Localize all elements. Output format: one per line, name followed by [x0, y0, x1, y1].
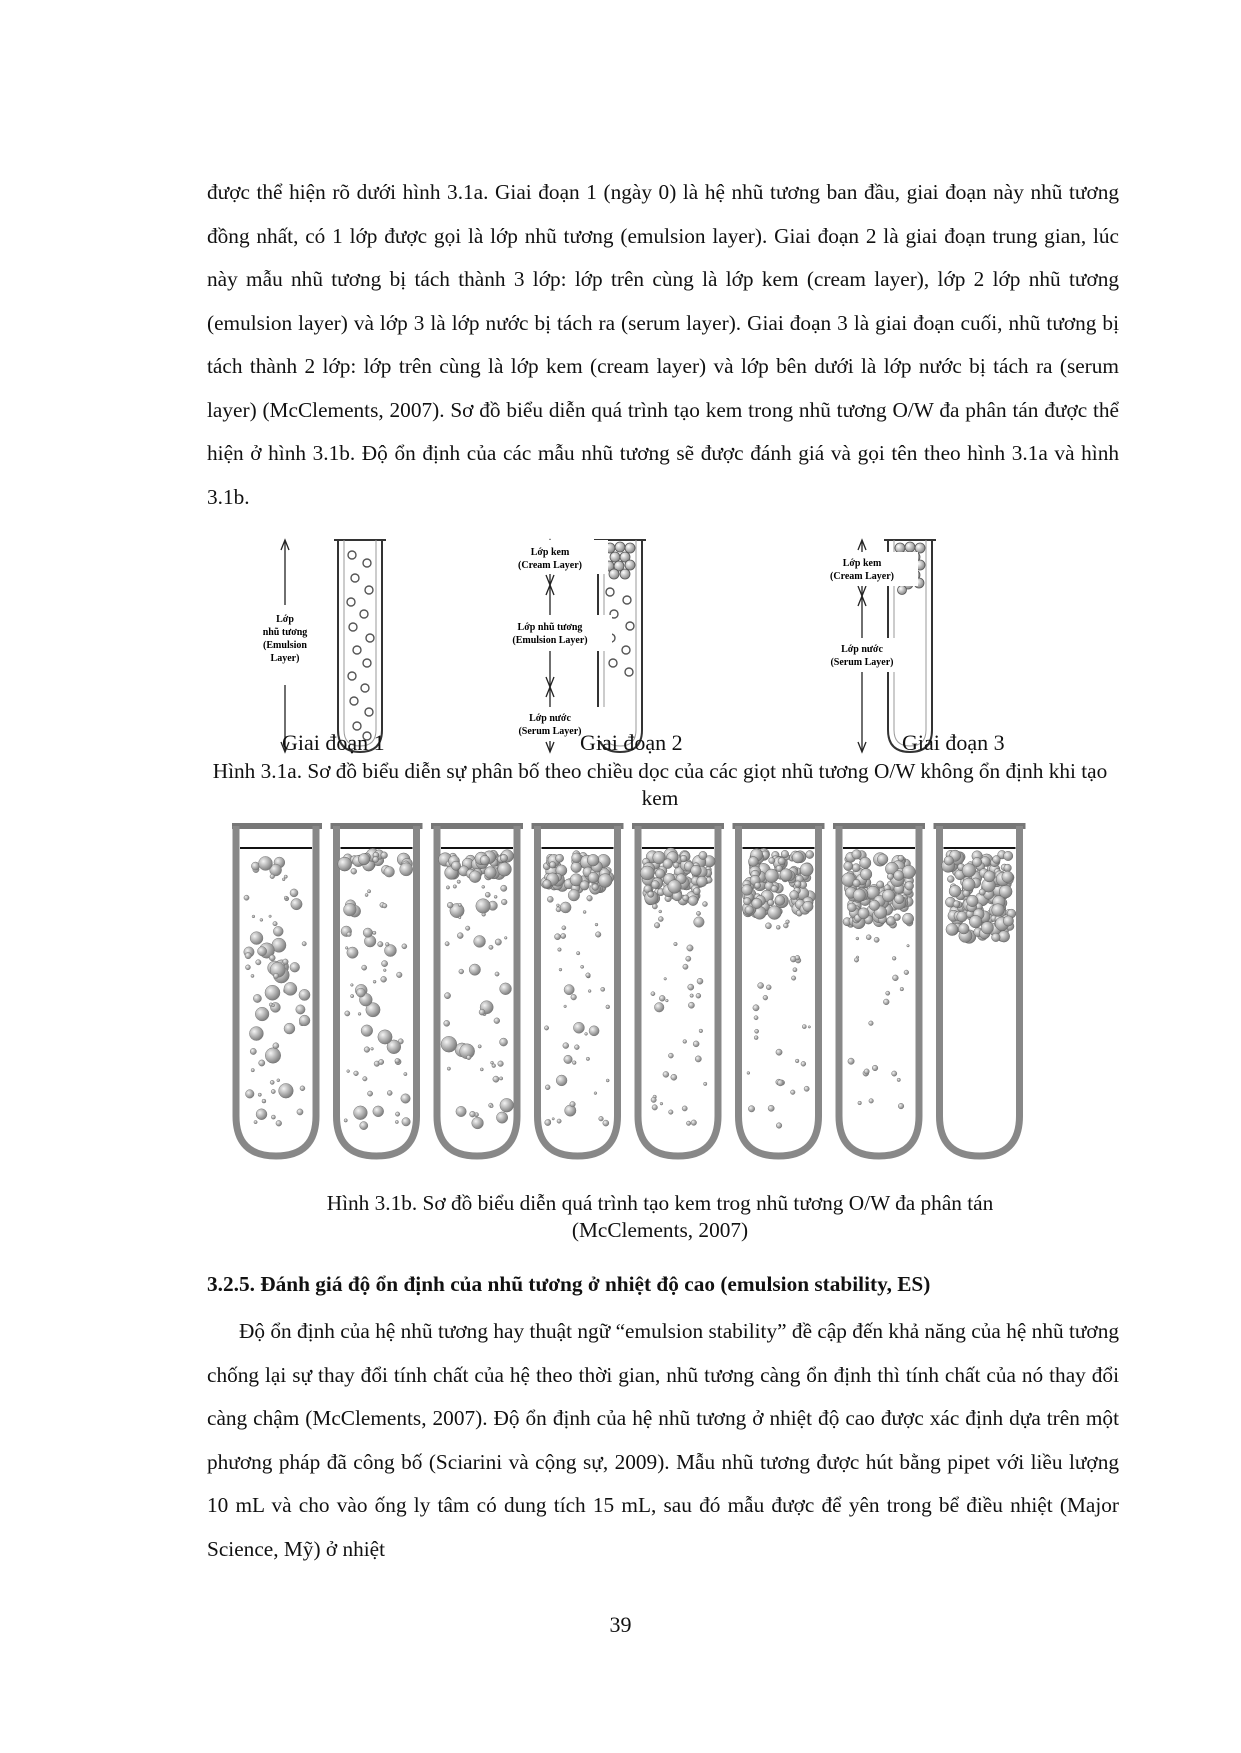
tube1-label-2: nhũ tương [262, 627, 308, 638]
tube2-serum-1: Lớp nước [529, 713, 571, 724]
tube-stage-2 [488, 540, 646, 752]
page-number: 39 [609, 1612, 632, 1637]
stage-3-label: Giai đoạn 3 [902, 730, 1005, 755]
caption-figure-3-1a: Hình 3.1a. Sơ đồ biểu diễn sự phân bố theo chiều dọc của các giọt nhũ tương O/W không ổn định khi tạo kem [212, 759, 1108, 810]
creaming-tube-2 [331, 826, 423, 1156]
creaming-tube-1 [232, 826, 322, 1156]
tube-stage-3 [806, 540, 936, 752]
figure-3-1b [232, 816, 1112, 1166]
paragraph-intro-text: được thể hiện rõ dưới hình 3.1a. Giai đoạn 1 (ngày 0) là hệ nhũ tương ban đầu, giai đoạn này nhũ tương đồng nhất, có 1 lớp được gọi là lớp nhũ tương (emulsion layer). Giai đoạn 2 là giai đoạn trung gian, lúc này mẫu nhũ tương bị tách thành 3 lớp: lớp trên cùng là lớp kem (cream layer), lớp 2 lớp nhũ tương (emulsion layer) và lớp 3 là lớp nước bị tách ra (serum layer). Giai đoạn 3 là giai đoạn cuối, nhũ tương bị tách thành 2 lớp: lớp trên cùng là lớp kem (cream layer) và lớp bên dưới là lớp nước bị tách ra (serum layer) (McClements, 2007). Sơ đồ biểu diễn quá trình tạo kem trong nhũ tương O/W đa phân tán được thể hiện ở hình 3.1b. Độ ổn định của các mẫu nhũ tương sẽ được đánh giá và gọi tên theo hình 3.1a và hình 3.1b. [207, 180, 1119, 509]
caption-figure-3-1b-line2: (McClements, 2007) [571, 1218, 749, 1242]
tube1-label-1: Lớp [276, 614, 294, 625]
tube-stage-1 [252, 540, 386, 752]
stage-2-label: Giai đoạn 2 [580, 730, 683, 755]
paragraph-intro [207, 171, 1119, 519]
tube1-label-4: Layer) [270, 653, 300, 664]
paragraph-stability [207, 1310, 1119, 1571]
tube2-serum-2: (Serum Layer) [518, 726, 582, 737]
tube3-serum-2: (Serum Layer) [830, 657, 894, 668]
paragraph-stability-text: Độ ổn định của hệ nhũ tương hay thuật ngữ “emulsion stability” đề cập đến khả năng của hệ nhũ tương chống lại sự thay đổi tính chất của hệ theo thời gian, nhũ tương càng ổn định thì tính chất của nó thay đổi càng chậm (McClements, 2007). Độ ổn định của hệ nhũ tương ở nhiệt độ cao được xác định dựa trên một phương pháp đã công bố (Sciarini và cộng sự, 2009). Mẫu nhũ tương được hút bằng pipet với liều lượng 10 mL và cho vào ống ly tâm có dung tích 15 mL, sau đó mẫu được để yên trong bể điều nhiệt (Major Science, Mỹ) ở nhiệt [207, 1319, 1119, 1561]
caption-figure-3-1b-line1: Hình 3.1b. Sơ đồ biểu diễn quá trình tạo kem trog nhũ tương O/W đa phân tán [326, 1191, 994, 1215]
tube3-serum-1: Lớp nước [841, 644, 883, 655]
caption-figure-3-1b [200, 1190, 1120, 1244]
tube2-emulsion-2: (Emulsion Layer) [512, 635, 588, 646]
tube3-cream-1: Lớp kem [842, 558, 882, 569]
tube1-label-3: (Emulsion [263, 640, 307, 651]
section-heading: 3.2.5. Đánh giá độ ổn định của nhũ tương ở nhiệt độ cao (emulsion stability, ES) [207, 1272, 931, 1296]
stage-1-label: Giai đoạn 1 [282, 730, 385, 755]
creaming-tube-8 [934, 826, 1026, 1156]
creaming-tube-4 [532, 826, 624, 1156]
creaming-tube-3 [431, 826, 523, 1156]
creaming-tube-7 [833, 826, 925, 1156]
tube2-cream-2: (Cream Layer) [518, 560, 582, 571]
creaming-tube-5 [632, 826, 724, 1156]
tube3-cream-2: (Cream Layer) [830, 571, 894, 582]
tube2-emulsion-1: Lớp nhũ tương [517, 622, 583, 633]
tube2-cream-1: Lớp kem [530, 547, 570, 558]
creaming-tube-6 [733, 826, 825, 1156]
